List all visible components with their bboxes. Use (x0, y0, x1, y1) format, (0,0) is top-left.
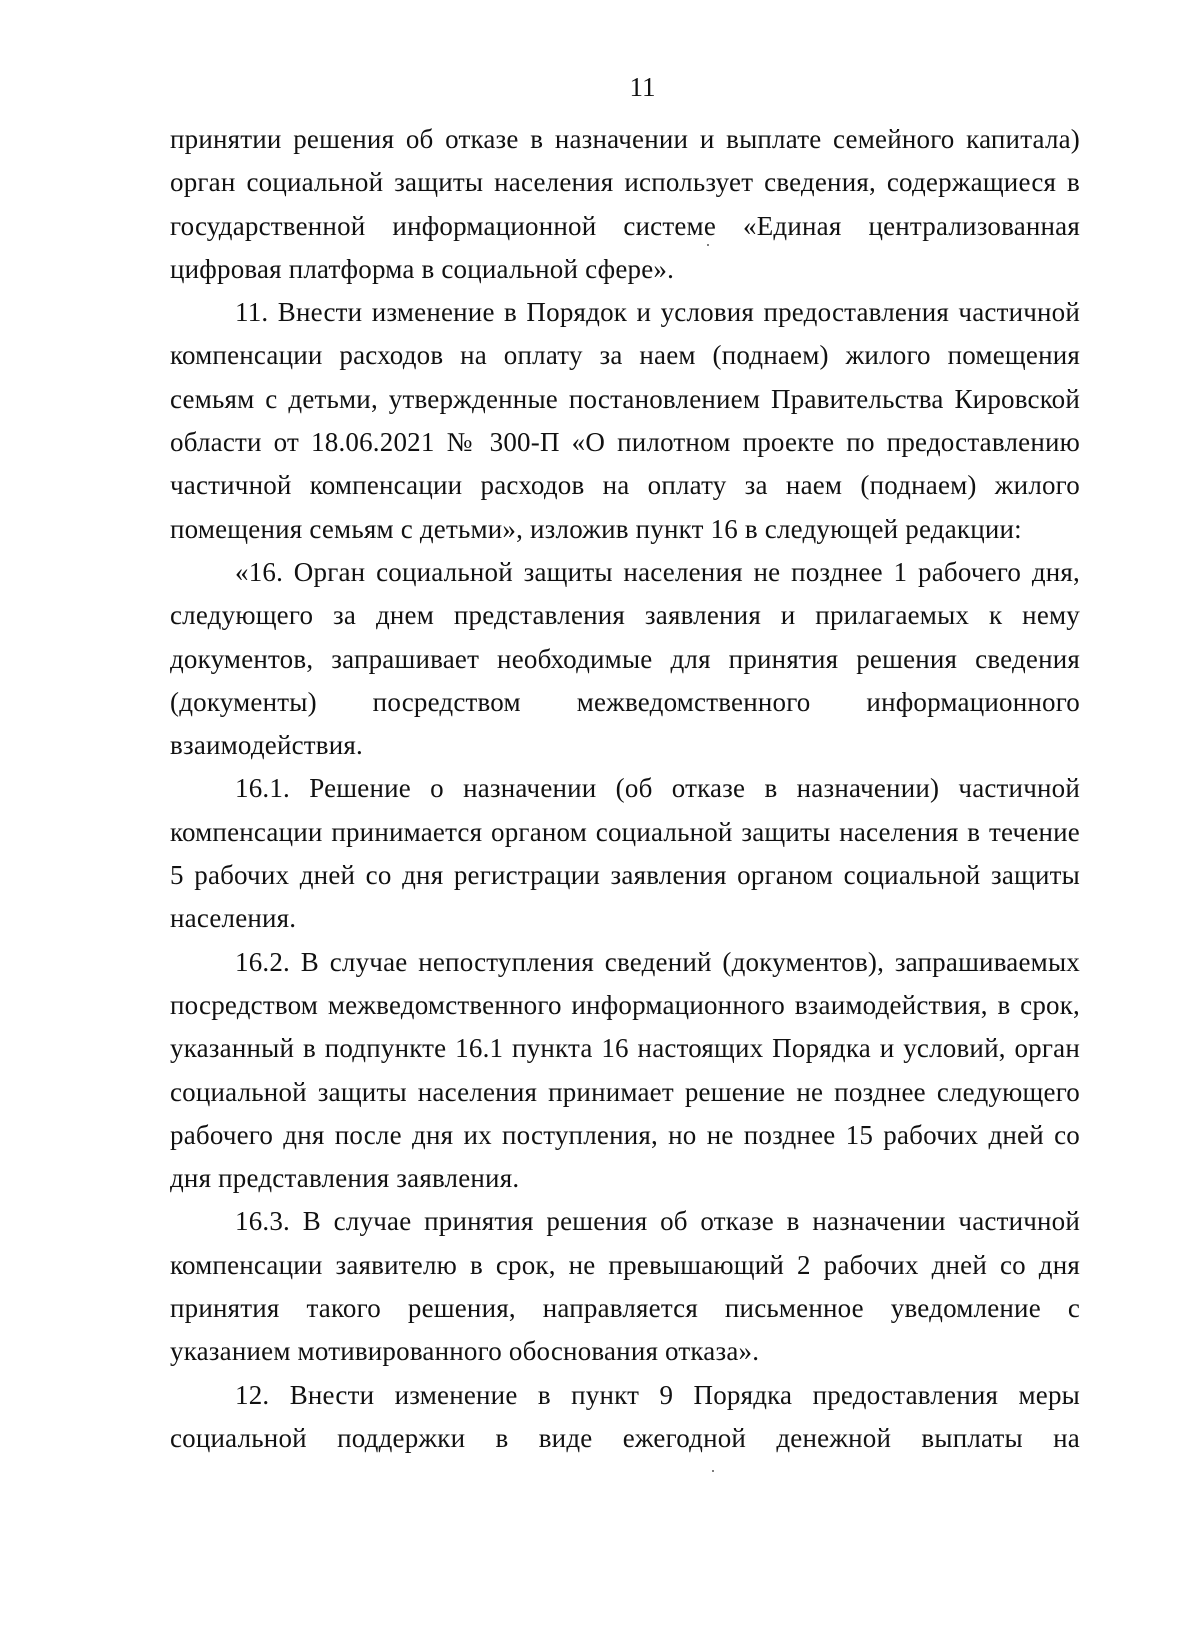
paragraph-item-16: «16. Орган социальной защиты населения не позднее 1 рабочего дня, следующего за днем представления заявления и прилагаемых к нему документов, запрашивает необходимые для принятия решения сведения (документы) посредством межведомственного информационного взаимодействия. (170, 556, 1080, 761)
document-body (170, 118, 1080, 1460)
paragraph-item-16-1: 16.1. Решение о назначении (об отказе в назначении) частичной компенсации принимается органом социальной защиты населения в течение 5 рабочих дней со дня регистрации заявления органом социальной защиты населения. (170, 773, 1080, 934)
paragraph-item-11: 11. Внести изменение в Порядок и условия предоставления частичной компенсации расходов на оплату за наем (поднаем) жилого помещения семьям с детьми, утвержденные постановлением Правительства Кировской области от 18.06.2021 № 300-П «О пилотном проекте по предоставлению частичной компенсации расходов на оплату за наем (поднаем) жилого помещения семьям с детьми», изложив пункт 16 в следующей редакции: (170, 297, 1080, 544)
paragraph-item-16-3: 16.3. В случае принятия решения об отказе в назначении частичной компенсации заявителю в срок, не превышающий 2 рабочих дней со дня принятия такого решения, направляется письменное уведомление с указанием мотивированного обоснования отказа». (170, 1206, 1080, 1367)
paragraph-item-12: 12. Внести изменение в пункт 9 Порядка предоставления меры социальной поддержки в виде ежегодной денежной выплаты на (170, 1379, 1080, 1453)
paragraph-item-16-2: 16.2. В случае непоступления сведений (документов), запрашиваемых посредством межведомственного информационного взаимодействия, в срок, указанный в подпункте 16.1 пункта 16 настоящих Порядка и условий, орган социальной защиты населения принимает решение не позднее следующего рабочего дня после дня их поступления, но не позднее 15 рабочих дней со дня представления заявления. (170, 946, 1080, 1194)
page-number: 11 (629, 72, 656, 102)
paragraph-continuation: принятии решения об отказе в назначении и выплате семейного капитала) орган социальной защиты населения использует сведения, содержащиеся в государственной информационной системе «Единая централизованная цифровая платформа в социальной сфере». (170, 124, 1080, 284)
scan-speck (712, 1470, 714, 1472)
scan-speck (707, 244, 709, 246)
